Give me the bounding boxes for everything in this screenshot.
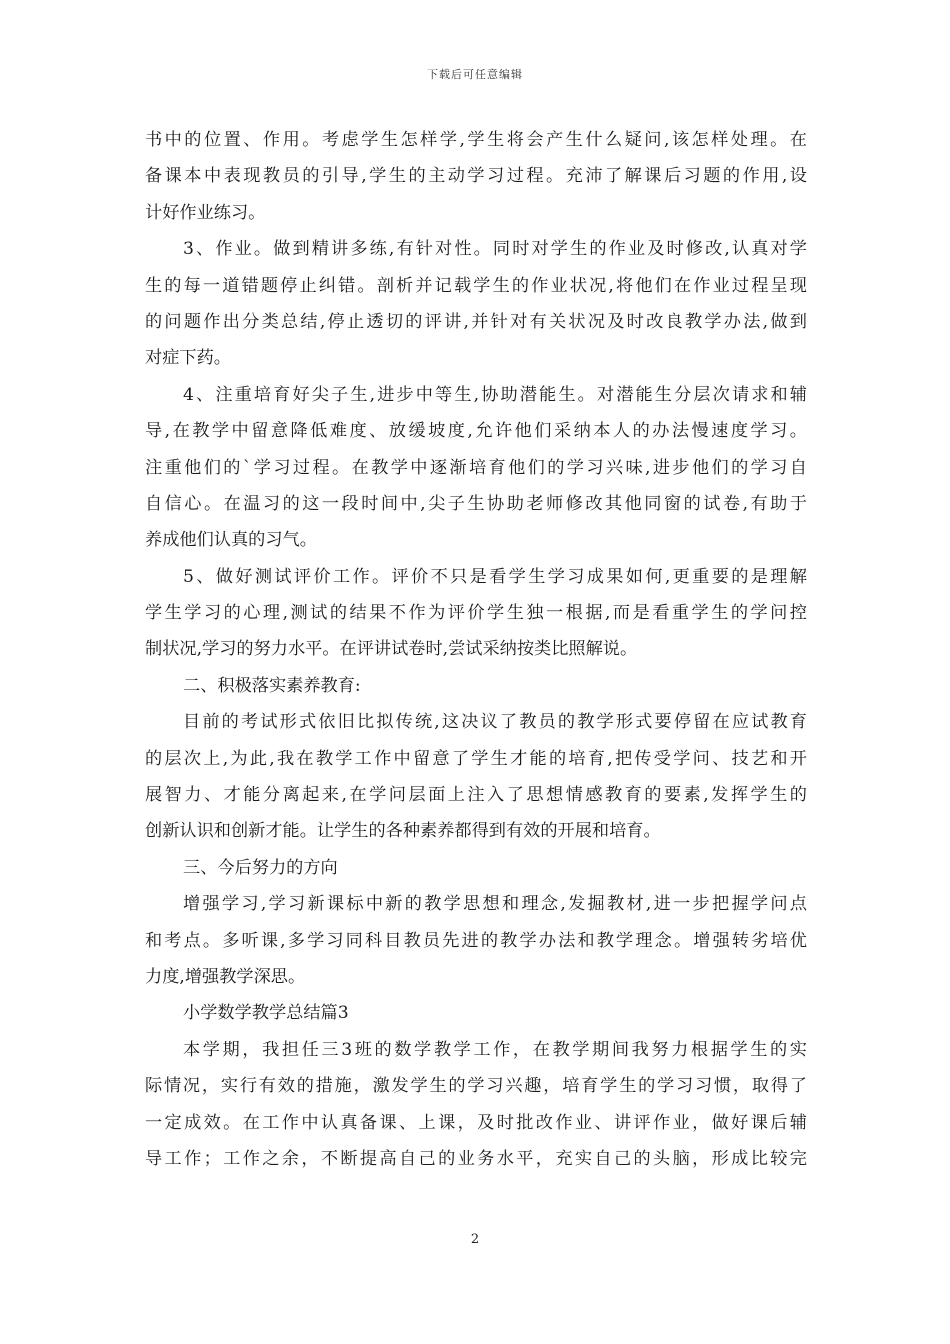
text-line: 本学期，我担任三3班的数学教学工作，在教学期间我努力根据学生的实 — [183, 1039, 807, 1060]
text-line: 养成他们认真的习气。 — [145, 530, 317, 551]
text-line: 的层次上,为此,我在教学工作中留意了学生才能的培育,把传受学问、技艺和开 — [145, 748, 807, 769]
document-body — [145, 122, 807, 1177]
article-title: 小学数学教学总结篇3 — [183, 1003, 349, 1024]
text-line: 增强学习,学习新课标中新的教学思想和理念,发掘教材,进一步把握学问点 — [183, 894, 807, 915]
text-line: 计好作业练习。 — [145, 202, 266, 223]
text-line: 的问题作出分类总结,停止透切的评讲,并针对有关状况及时改良教学办法,做到 — [145, 311, 807, 332]
text-line: 创新认识和创新才能。让学生的各种素养都得到有效的开展和培育。 — [145, 821, 661, 842]
text-line: 展智力、才能分离起来,在学问层面上注入了思想情感教育的要素,发挥学生的 — [145, 785, 807, 806]
page-number: 2 — [470, 1232, 480, 1247]
text-line: 备课本中表现教员的引导,学生的主动学习过程。充沛了解课后习题的作用,设 — [145, 166, 807, 187]
text-line: 4、注重培育好尖子生,进步中等生,协助潜能生。对潜能生分层次请求和辅 — [183, 384, 807, 405]
text-line: 际情况，实行有效的措施，激发学生的学习兴趣，培育学生的学习习惯，取得了 — [145, 1076, 807, 1097]
section-heading: 三、今后努力的方向 — [183, 857, 338, 878]
text-line: 注重他们的`学习过程。在教学中逐渐培育他们的学习兴味,进步他们的学习自 — [145, 457, 807, 478]
text-line: 学生学习的心理,测试的结果不作为评价学生独一根据,而是看重学生的学问控 — [145, 603, 807, 624]
text-line: 目前的考试形式依旧比拟传统,这决议了教员的教学形式要停留在应试教育 — [183, 712, 807, 733]
text-line: 自信心。在温习的这一段时间中,尖子生协助老师修改其他同窗的试卷,有助于 — [145, 493, 807, 514]
text-line: 力度,增强教学深思。 — [145, 966, 306, 987]
text-line: 导,在教学中留意降低难度、放缓坡度,允许他们采纳本人的办法慢速度学习。 — [145, 421, 807, 442]
text-line: 5、做好测试评价工作。评价不只是看学生学习成果如何,更重要的是理解 — [183, 566, 807, 587]
text-line: 对症下药。 — [145, 348, 231, 369]
text-line: 导工作；工作之余，不断提高自己的业务水平，充实自己的头脑，形成比较完 — [145, 1148, 807, 1169]
text-line: 生的每一道错题停止纠错。剖析并记载学生的作业状况,将他们在作业过程呈现 — [145, 275, 807, 296]
page-header: 下载后可任意编辑 — [427, 68, 523, 81]
text-line: 一定成效。在工作中认真备课、上课，及时批改作业、讲评作业，做好课后辅 — [145, 1112, 807, 1133]
text-line: 和考点。多听课,多学习同科目教员先进的教学办法和教学理念。增强转劣培优 — [145, 930, 807, 951]
section-heading: 二、积极落实素养教育: — [183, 675, 361, 696]
text-line: 3、作业。做到精讲多练,有针对性。同时对学生的作业及时修改,认真对学 — [183, 239, 807, 260]
text-line: 书中的位置、作用。考虑学生怎样学,学生将会产生什么疑问,该怎样处理。在 — [145, 130, 807, 150]
text-line: 制状况,学习的努力水平。在评讲试卷时,尝试采纳按类比照解说。 — [145, 639, 638, 660]
